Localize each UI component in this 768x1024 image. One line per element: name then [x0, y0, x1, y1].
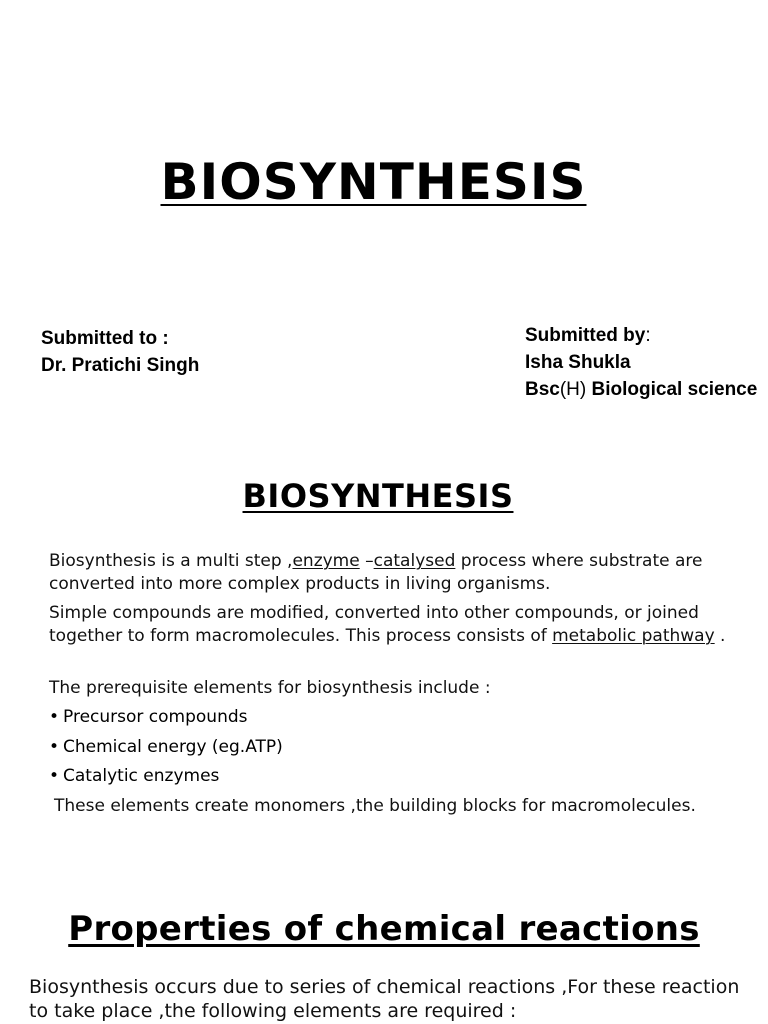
section2-paragraph-1: Biosynthesis occurs due to series of chemical reactions ,For these reaction to take place ,the following elements are required :	[29, 976, 740, 1022]
p2-text-b: .	[714, 626, 726, 646]
p1-text-b: –	[359, 551, 374, 571]
cover-title-text: BIOSYNTHESIS	[160, 153, 587, 211]
cover-title	[0, 150, 747, 214]
section1-paragraph-4: These elements create monomers ,the building blocks for macromolecules.	[54, 796, 696, 816]
section2-title	[0, 906, 768, 952]
bullet-icon: •	[49, 766, 60, 786]
submitted-by-course	[525, 376, 757, 403]
submitted-by-label: Submitted by	[525, 325, 646, 346]
submitted-by-line	[525, 322, 757, 349]
section2-title-text: Properties of chemical reactions	[68, 909, 700, 949]
section1-title	[0, 475, 756, 517]
bullet-icon: •	[49, 707, 60, 727]
submitted-to-block	[41, 325, 199, 379]
submitted-by-colon: :	[645, 325, 651, 346]
course-prefix: Bsc	[525, 379, 560, 400]
section1-paragraph-3: The prerequisite elements for biosynthesis include :	[49, 678, 491, 698]
list-item-label: Precursor compounds	[63, 707, 248, 727]
course-rest: Biological science	[586, 379, 758, 400]
p1-text-a: Biosynthesis is a multi step ,	[49, 551, 293, 571]
list-item	[49, 706, 283, 729]
submitted-by-name: Isha Shukla	[525, 352, 631, 373]
list-item-label: Chemical energy (eg.ATP)	[63, 736, 283, 757]
section1-title-text: BIOSYNTHESIS	[242, 477, 514, 515]
submitted-to-name: Dr. Pratichi Singh	[41, 355, 200, 376]
p1-text-c: process where substrate are converted into more complex products in living organisms.	[49, 551, 703, 594]
list-item	[49, 736, 283, 759]
section1-paragraph-2	[49, 602, 739, 648]
p2-text-a: Simple compounds are modified, converted into other compounds, or joined together to form macromolecules. This process consists of	[49, 603, 699, 646]
metabolic-pathway-link[interactable]: metabolic pathway	[552, 626, 715, 646]
catalysed-link[interactable]: catalysed	[373, 551, 456, 571]
prerequisite-list	[49, 706, 283, 795]
enzyme-link[interactable]: enzyme	[292, 551, 360, 571]
bullet-icon: •	[49, 736, 60, 757]
list-item	[49, 765, 283, 788]
submitted-by-block	[525, 322, 757, 403]
list-item-label: Catalytic enzymes	[63, 766, 220, 786]
section1-paragraph-1	[49, 550, 739, 596]
course-paren: (H)	[559, 379, 587, 400]
submitted-to-label: Submitted to :	[41, 328, 169, 349]
